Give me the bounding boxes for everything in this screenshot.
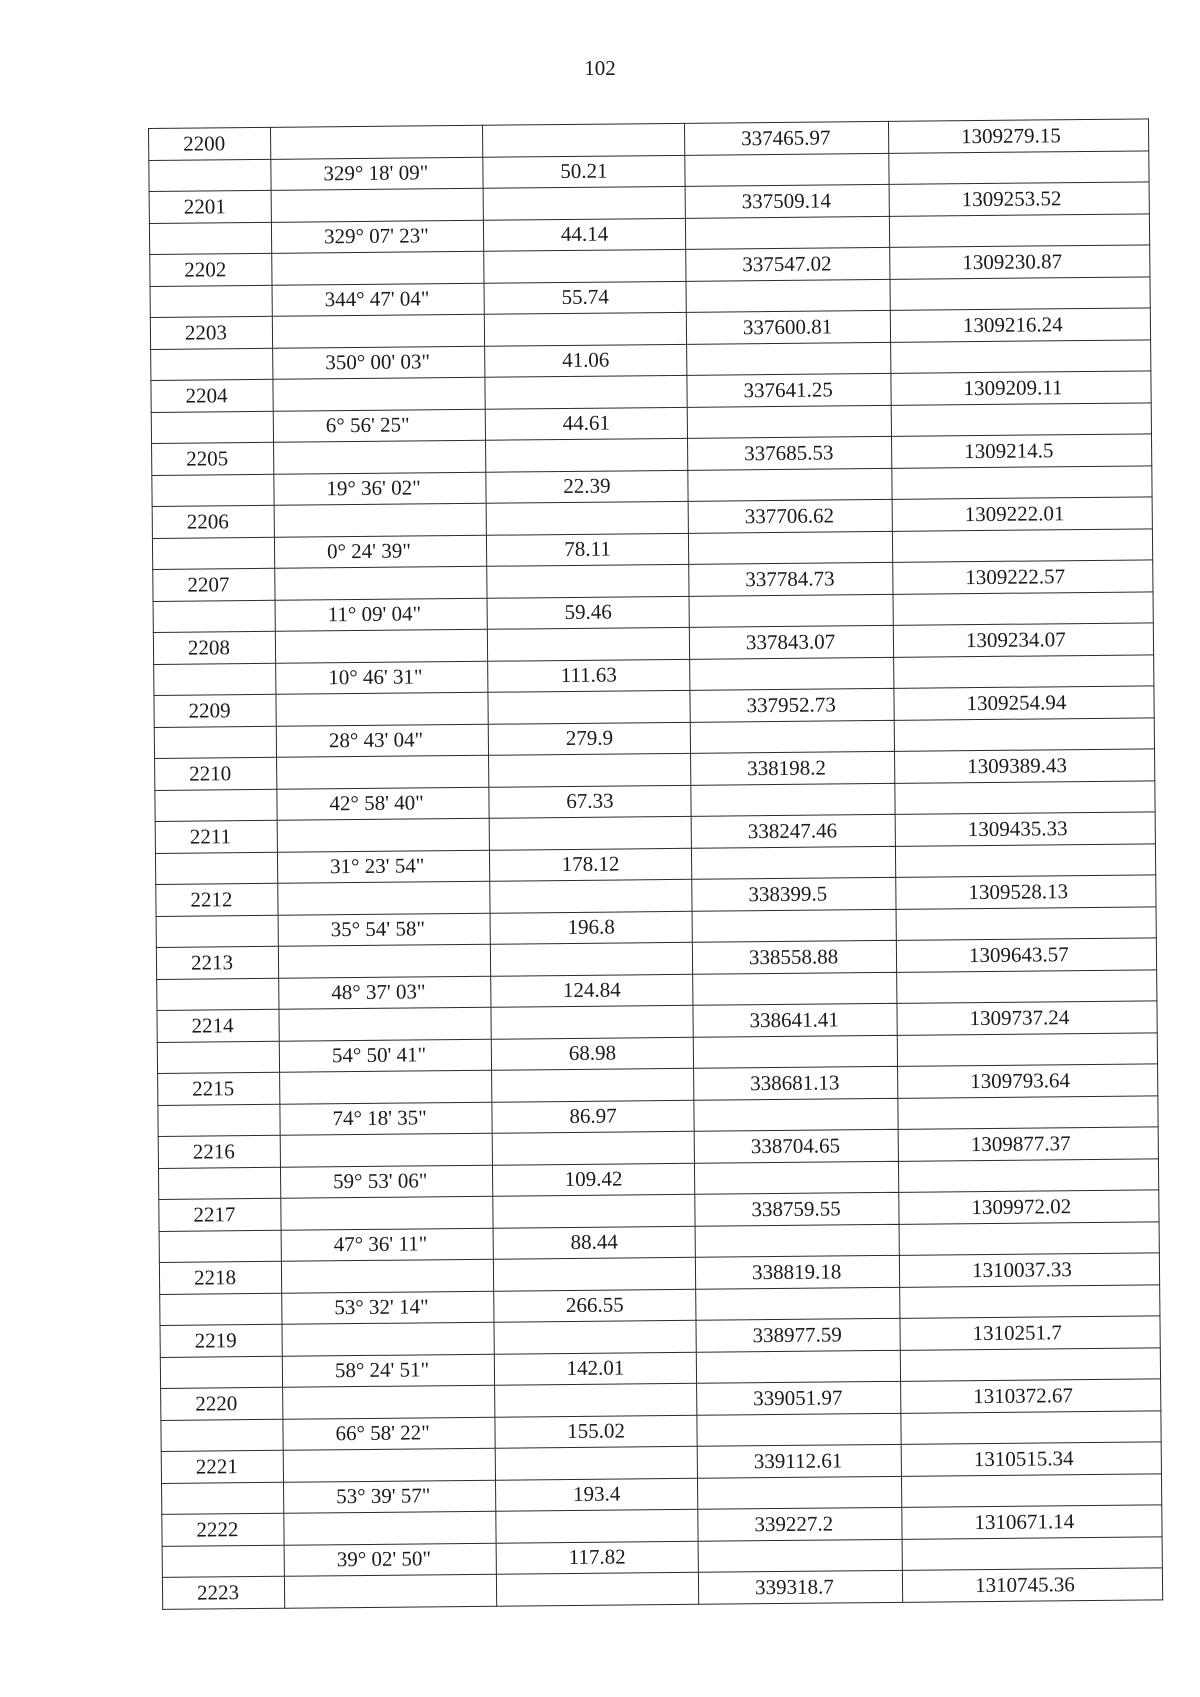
empty-cell <box>900 1284 1160 1318</box>
easting-cell: 1309209.11 <box>891 371 1151 405</box>
easting-cell: 1310515.34 <box>901 1442 1161 1476</box>
bearing-cell: 329° 07' 23" <box>271 220 483 254</box>
empty-cell <box>898 1095 1158 1129</box>
empty-cell <box>894 654 1154 688</box>
empty-cell <box>897 1032 1157 1066</box>
empty-cell <box>160 1293 282 1326</box>
bearing-cell: 35° 54' 58" <box>278 913 490 947</box>
empty-cell <box>284 1511 496 1545</box>
bearing-cell: 6° 56' 25" <box>273 409 485 443</box>
empty-cell <box>493 1257 695 1290</box>
northing-cell: 337706.62 <box>688 499 892 532</box>
easting-cell: 1309222.01 <box>892 497 1152 531</box>
empty-cell <box>276 692 488 726</box>
empty-cell <box>494 1320 696 1353</box>
northing-cell: 338247.46 <box>691 814 895 847</box>
empty-cell <box>889 213 1149 247</box>
bearing-cell: 42° 58' 40" <box>277 787 489 821</box>
easting-cell: 1309253.52 <box>889 182 1149 216</box>
empty-cell <box>890 276 1150 310</box>
empty-cell <box>281 1259 493 1293</box>
northing-cell: 338641.41 <box>693 1003 897 1036</box>
station-id-cell: 2205 <box>152 442 274 475</box>
empty-cell <box>687 342 891 375</box>
easting-cell: 1309793.64 <box>898 1064 1158 1098</box>
empty-cell <box>161 1419 283 1452</box>
empty-cell <box>691 783 895 816</box>
empty-cell <box>697 1413 901 1446</box>
distance-cell: 109.42 <box>492 1163 694 1196</box>
empty-cell <box>272 314 484 348</box>
empty-cell <box>495 1383 697 1416</box>
empty-cell <box>484 312 686 345</box>
empty-cell <box>692 909 896 942</box>
northing-cell: 338977.59 <box>696 1318 900 1351</box>
empty-cell <box>899 1221 1159 1255</box>
empty-cell <box>277 755 489 789</box>
easting-cell: 1309214.5 <box>891 434 1151 468</box>
bearing-cell: 58° 24' 51" <box>282 1354 494 1388</box>
station-id-cell: 2215 <box>158 1072 280 1105</box>
empty-cell <box>157 978 279 1011</box>
empty-cell <box>486 501 688 534</box>
northing-cell: 338558.88 <box>692 940 896 973</box>
empty-cell <box>902 1536 1162 1570</box>
empty-cell <box>155 789 277 822</box>
empty-cell <box>278 881 490 915</box>
empty-cell <box>284 1574 496 1608</box>
empty-cell <box>150 285 272 318</box>
empty-cell <box>271 188 483 222</box>
page-number: 102 <box>584 56 616 80</box>
empty-cell <box>162 1545 284 1578</box>
bearing-cell: 66° 58' 22" <box>283 1417 495 1451</box>
empty-cell <box>697 1476 901 1509</box>
empty-cell <box>149 159 271 192</box>
bearing-cell: 39° 02' 50" <box>284 1543 496 1577</box>
empty-cell <box>689 594 893 627</box>
bearing-cell: 10° 46' 31" <box>276 661 488 695</box>
station-id-cell: 2206 <box>152 505 274 538</box>
easting-cell: 1309435.33 <box>895 812 1155 846</box>
empty-cell <box>489 753 691 786</box>
bearing-cell: 48° 37' 03" <box>279 976 491 1010</box>
empty-cell <box>162 1482 284 1515</box>
empty-cell <box>487 627 689 660</box>
empty-cell <box>278 944 490 978</box>
easting-cell: 1309230.87 <box>890 245 1150 279</box>
empty-cell <box>283 1448 495 1482</box>
empty-cell <box>158 1167 280 1200</box>
empty-cell <box>686 279 890 312</box>
distance-cell: 78.11 <box>486 533 688 566</box>
easting-cell: 1309389.43 <box>895 749 1155 783</box>
empty-cell <box>685 216 889 249</box>
distance-cell: 117.82 <box>496 1541 698 1574</box>
northing-cell: 338399.5 <box>692 877 896 910</box>
empty-cell <box>685 153 889 186</box>
empty-cell <box>153 600 275 633</box>
empty-cell <box>283 1385 495 1419</box>
empty-cell <box>151 348 273 381</box>
station-id-cell: 2200 <box>149 127 271 160</box>
bearing-cell: 0° 24' 39" <box>274 535 486 569</box>
empty-cell <box>492 1131 694 1164</box>
easting-cell: 1309234.07 <box>893 623 1153 657</box>
bearing-cell: 47° 36' 11" <box>281 1228 493 1262</box>
bearing-cell: 350° 00' 03" <box>273 346 485 380</box>
easting-cell: 1309877.37 <box>898 1127 1158 1161</box>
station-id-cell: 2220 <box>161 1387 283 1420</box>
northing-cell: 337465.97 <box>684 121 888 154</box>
distance-cell: 279.9 <box>488 722 690 755</box>
empty-cell <box>155 852 277 885</box>
bearing-cell: 329° 18' 09" <box>271 157 483 191</box>
empty-cell <box>690 720 894 753</box>
northing-cell: 337784.73 <box>689 562 893 595</box>
easting-cell: 1309737.24 <box>897 1001 1157 1035</box>
empty-cell <box>277 818 489 852</box>
station-id-cell: 2203 <box>150 316 272 349</box>
station-id-cell: 2201 <box>149 190 271 223</box>
station-id-cell: 2221 <box>161 1450 283 1483</box>
empty-cell <box>691 846 895 879</box>
distance-cell: 55.74 <box>484 281 686 314</box>
station-id-cell: 2223 <box>162 1576 284 1609</box>
distance-cell: 178.12 <box>489 848 691 881</box>
empty-cell <box>154 726 276 759</box>
empty-cell <box>892 465 1152 499</box>
easting-cell: 1310745.36 <box>902 1568 1162 1602</box>
empty-cell <box>894 717 1154 751</box>
empty-cell <box>895 843 1155 877</box>
empty-cell <box>483 186 685 219</box>
empty-cell <box>482 123 684 156</box>
empty-cell <box>694 1098 898 1131</box>
easting-cell: 1310372.67 <box>901 1379 1161 1413</box>
easting-cell: 1309643.57 <box>896 938 1156 972</box>
empty-cell <box>892 528 1152 562</box>
northing-cell: 337952.73 <box>690 688 894 721</box>
northing-cell: 338681.13 <box>694 1066 898 1099</box>
distance-cell: 111.63 <box>488 659 690 692</box>
bearing-cell: 54° 50' 41" <box>279 1039 491 1073</box>
distance-cell: 41.06 <box>485 344 687 377</box>
distance-cell: 196.8 <box>490 911 692 944</box>
empty-cell <box>889 150 1149 184</box>
empty-cell <box>690 657 894 690</box>
distance-cell: 86.97 <box>492 1100 694 1133</box>
empty-cell <box>154 663 276 696</box>
bearing-cell: 19° 36' 02" <box>274 472 486 506</box>
distance-cell: 68.98 <box>491 1037 693 1070</box>
empty-cell <box>898 1158 1158 1192</box>
station-id-cell: 2216 <box>158 1135 280 1168</box>
distance-cell: 266.55 <box>494 1289 696 1322</box>
northing-cell: 337547.02 <box>686 247 890 280</box>
easting-cell: 1309216.24 <box>890 308 1150 342</box>
empty-cell <box>493 1194 695 1227</box>
empty-cell <box>158 1104 280 1137</box>
distance-cell: 67.33 <box>489 785 691 818</box>
empty-cell <box>491 1005 693 1038</box>
station-id-cell: 2202 <box>150 253 272 286</box>
empty-cell <box>275 629 487 663</box>
empty-cell <box>891 402 1151 436</box>
easting-cell: 1309972.02 <box>899 1190 1159 1224</box>
easting-cell: 1309279.15 <box>888 119 1148 153</box>
distance-cell: 50.21 <box>483 155 685 188</box>
empty-cell <box>486 438 688 471</box>
bearing-cell: 53° 32' 14" <box>282 1291 494 1325</box>
empty-cell <box>152 537 274 570</box>
empty-cell <box>688 531 892 564</box>
distance-cell: 193.4 <box>495 1478 697 1511</box>
empty-cell <box>893 591 1153 625</box>
northing-cell: 337509.14 <box>685 184 889 217</box>
empty-cell <box>895 780 1155 814</box>
distance-cell: 155.02 <box>495 1415 697 1448</box>
empty-cell <box>693 1035 897 1068</box>
empty-cell <box>488 690 690 723</box>
empty-cell <box>274 440 486 474</box>
distance-cell: 59.46 <box>487 596 689 629</box>
empty-cell <box>492 1068 694 1101</box>
empty-cell <box>687 405 891 438</box>
empty-cell <box>156 915 278 948</box>
bearing-cell: 59° 53' 06" <box>280 1165 492 1199</box>
empty-cell <box>272 251 484 285</box>
empty-cell <box>273 377 485 411</box>
northing-cell: 337843.07 <box>689 625 893 658</box>
station-id-cell: 2212 <box>156 883 278 916</box>
empty-cell <box>487 564 689 597</box>
empty-cell <box>696 1287 900 1320</box>
empty-cell <box>151 411 273 444</box>
survey-traverse-table <box>148 118 1163 1609</box>
empty-cell <box>281 1196 493 1230</box>
distance-cell: 142.01 <box>494 1352 696 1385</box>
empty-cell <box>688 468 892 501</box>
empty-cell <box>897 969 1157 1003</box>
empty-cell <box>157 1041 279 1074</box>
empty-cell <box>280 1070 492 1104</box>
easting-cell: 1309528.13 <box>896 875 1156 909</box>
empty-cell <box>696 1350 900 1383</box>
station-id-cell: 2217 <box>159 1198 281 1231</box>
empty-cell <box>282 1322 494 1356</box>
distance-cell: 44.14 <box>483 218 685 251</box>
empty-cell <box>149 222 271 255</box>
empty-cell <box>693 972 897 1005</box>
northing-cell: 339318.7 <box>698 1570 902 1603</box>
distance-cell: 88.44 <box>493 1226 695 1259</box>
empty-cell <box>270 125 482 159</box>
bearing-cell: 31° 23' 54" <box>277 850 489 884</box>
empty-cell <box>274 503 486 537</box>
empty-cell <box>152 474 274 507</box>
empty-cell <box>896 906 1156 940</box>
bearing-cell: 74° 18' 35" <box>280 1102 492 1136</box>
northing-cell: 339227.2 <box>698 1507 902 1540</box>
empty-cell <box>279 1007 491 1041</box>
northing-cell: 338198.2 <box>691 751 895 784</box>
empty-cell <box>495 1446 697 1479</box>
empty-cell <box>490 942 692 975</box>
distance-cell: 22.39 <box>486 470 688 503</box>
northing-cell: 339051.97 <box>697 1381 901 1414</box>
northing-cell: 337600.81 <box>686 310 890 343</box>
empty-cell <box>160 1356 282 1389</box>
station-id-cell: 2222 <box>162 1513 284 1546</box>
empty-cell <box>695 1224 899 1257</box>
station-id-cell: 2210 <box>155 757 277 790</box>
station-id-cell: 2207 <box>153 568 275 601</box>
table-body <box>149 119 1163 1609</box>
northing-cell: 337641.25 <box>687 373 891 406</box>
northing-cell: 338759.55 <box>695 1192 899 1225</box>
empty-cell <box>901 1473 1161 1507</box>
easting-cell: 1310251.7 <box>900 1316 1160 1350</box>
northing-cell: 338704.65 <box>694 1129 898 1162</box>
distance-cell: 44.61 <box>485 407 687 440</box>
empty-cell <box>694 1161 898 1194</box>
distance-cell: 124.84 <box>491 974 693 1007</box>
bearing-cell: 11° 09' 04" <box>275 598 487 632</box>
empty-cell <box>496 1509 698 1542</box>
station-id-cell: 2218 <box>159 1261 281 1294</box>
empty-cell <box>490 879 692 912</box>
bearing-cell: 53° 39' 57" <box>284 1480 496 1514</box>
northing-cell: 339112.61 <box>697 1444 901 1477</box>
empty-cell <box>496 1572 698 1605</box>
station-id-cell: 2214 <box>157 1009 279 1042</box>
empty-cell <box>275 566 487 600</box>
empty-cell <box>485 375 687 408</box>
bearing-cell: 28° 43' 04" <box>276 724 488 758</box>
empty-cell <box>900 1347 1160 1381</box>
empty-cell <box>901 1410 1161 1444</box>
easting-cell: 1309222.57 <box>893 560 1153 594</box>
station-id-cell: 2219 <box>160 1324 282 1357</box>
empty-cell <box>489 816 691 849</box>
easting-cell: 1310671.14 <box>902 1505 1162 1539</box>
easting-cell: 1310037.33 <box>899 1253 1159 1287</box>
bearing-cell: 344° 47' 04" <box>272 283 484 317</box>
northing-cell: 337685.53 <box>688 436 892 469</box>
empty-cell <box>159 1230 281 1263</box>
easting-cell: 1309254.94 <box>894 686 1154 720</box>
station-id-cell: 2209 <box>154 694 276 727</box>
empty-cell <box>698 1539 902 1572</box>
station-id-cell: 2211 <box>155 820 277 853</box>
empty-cell <box>280 1133 492 1167</box>
empty-cell <box>891 339 1151 373</box>
station-id-cell: 2204 <box>151 379 273 412</box>
station-id-cell: 2213 <box>156 946 278 979</box>
northing-cell: 338819.18 <box>695 1255 899 1288</box>
station-id-cell: 2208 <box>153 631 275 664</box>
empty-cell <box>484 249 686 282</box>
